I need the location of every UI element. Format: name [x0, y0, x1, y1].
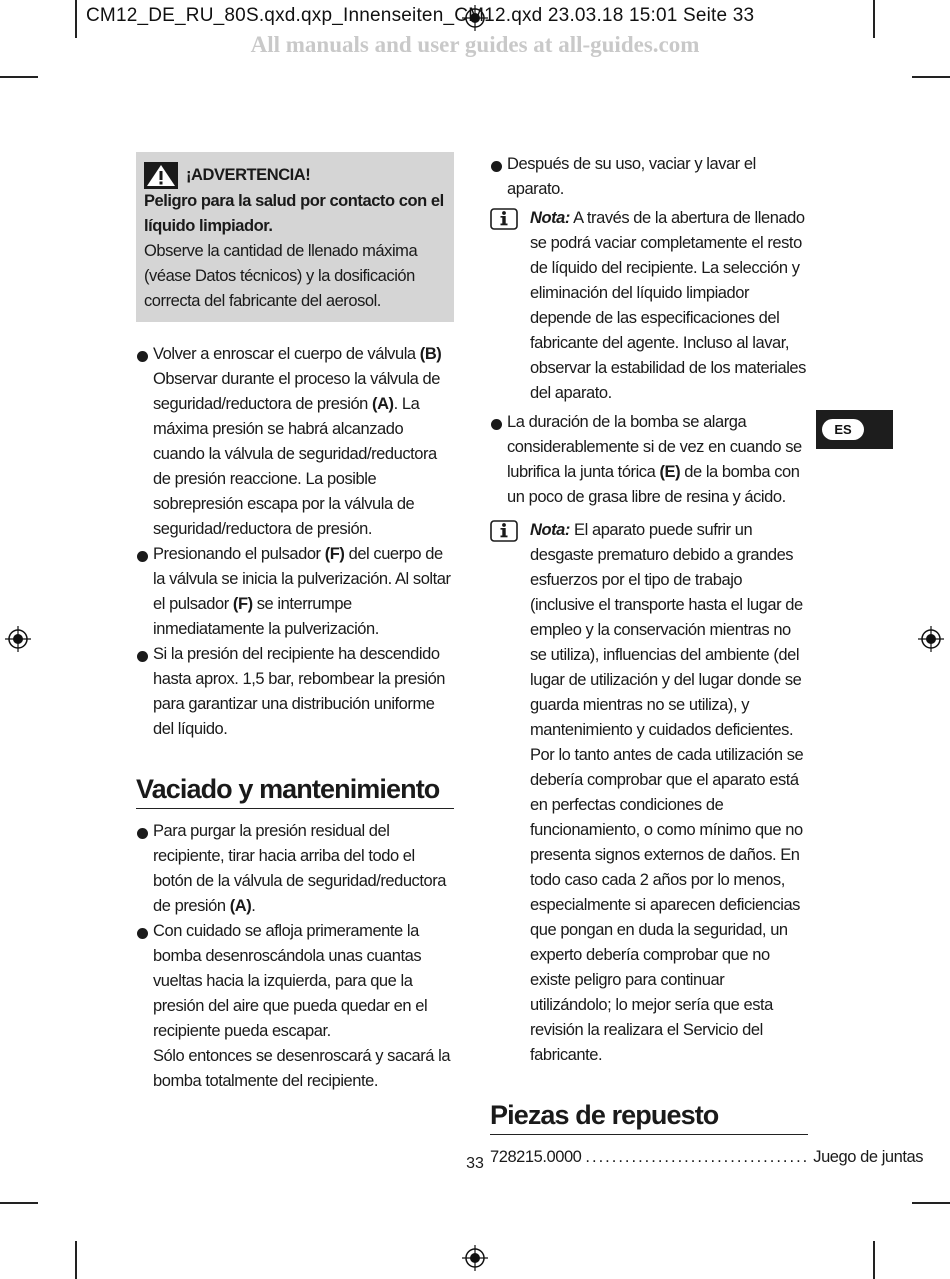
list-item: Después de su uso, vaciar y lavar el aparato. — [490, 152, 808, 202]
note-text: A través de la abertura de llenado se podrá vaciar completamente el resto de líquido del recipiente. La selección y eliminación del líquido limpiador depende de las especificaciones del fabricante del agente. Incluso al lavar, observar la estabilidad de los materiales del aparato. — [530, 209, 806, 402]
language-tab — [816, 410, 893, 449]
section-title: Vaciado y mantenimiento — [136, 772, 454, 809]
lubrication-list — [490, 410, 808, 510]
registration-mark-icon — [462, 1245, 488, 1271]
registration-mark-icon — [918, 626, 944, 652]
maintenance-list-cont — [490, 152, 808, 202]
warning-triangle-icon — [144, 162, 178, 189]
part-number: 728215.0000 — [490, 1148, 582, 1166]
maintenance-list — [136, 819, 454, 1094]
left-column — [136, 152, 454, 1094]
watermark: All manuals and user guides at all-guides.com — [250, 32, 700, 57]
warning-subheading: Peligro para la salud por contacto con el líquido limpiador. — [144, 192, 444, 235]
list-item: Para purgar la presión residual del recipiente, tirar hacia arriba del todo el botón de la válvula de seguridad/reductora de presión (A). — [136, 819, 454, 919]
note-text: El aparato puede sufrir un desgaste prematuro debido a grandes esfuerzos por el tipo de trabajo (inclusive el transporte hasta el lugar de empleo y la conservación mientras no se utiliza), influencias del ambiente (del lugar de utilización y del lugar donde se guarda mientras no se utiliza), y mantenimiento y cuidados deficientes. Por lo tanto antes de cada utilización se debería comprobar que el aparato está en perfectas condiciones de funcionamiento, o como mínimo que no presenta signos externos de daños. En todo caso cada 2 años por lo menos, especialmente si aparecen deficiencias que pongan en duda la seguridad, un experto debería comprobar que no existe peligro para continuar utilizándolo; lo mejor sería que esta revisión la realizara el Servicio del fabricante. — [530, 521, 804, 1064]
warning-heading-row — [144, 161, 446, 189]
leader-dots: .................................. — [585, 1148, 810, 1166]
list-item: Con cuidado se afloja primeramente la bomba desenroscándola unas cuantas vueltas hacia la izquierda, para que la presión del aire que pueda quedar en el recipiente pueda escapar. Sólo entonces se desenroscará y sacará la bomba totalmente del recipiente. — [136, 919, 454, 1094]
warning-text: Observe la cantidad de llenado máxima (véase Datos técnicos) y la dosificación correcta del fabricante del aerosol. — [144, 242, 418, 310]
crop-mark — [75, 1241, 77, 1279]
warning-box — [136, 152, 454, 322]
note-label: Nota: — [530, 209, 570, 227]
warning-heading: ¡ADVERTENCIA! — [186, 165, 311, 184]
page-number: 33 — [466, 1155, 484, 1172]
list-item: Presionando el pulsador (F) del cuerpo de la válvula se inicia la pulverización. Al soltar el pulsador (F) se interrumpe inmediatamente la pulverización. — [136, 542, 454, 642]
crop-mark — [912, 1202, 950, 1204]
note — [490, 206, 808, 406]
print-slug: CM12_DE_RU_80S.qxd.qxp_Innenseiten_CM12.qxd 23.03.18 15:01 Seite 33 — [86, 5, 755, 26]
instruction-list — [136, 342, 454, 742]
info-icon — [490, 208, 518, 230]
list-item: La duración de la bomba se alarga considerablemente si de vez en cuando se lubrifica la junta tórica (E) de la bomba con un poco de grasa libre de resina y ácido. — [490, 410, 808, 510]
list-item: Si la presión del recipiente ha descendido hasta aprox. 1,5 bar, rebombear la presión para garantizar una distribución uniforme del líquido. — [136, 642, 454, 742]
crop-mark — [912, 76, 950, 78]
part-name: Juego de juntas — [813, 1148, 924, 1166]
list-item: Volver a enroscar el cuerpo de válvula (B) Observar durante el proceso la válvula de seguridad/reductora de presión (A). La máxima presión se habrá alcanzado cuando la válvula de seguridad/reductora de presión reaccione. La posible sobrepresión escapa por la válvula de seguridad/reductora de presión. — [136, 342, 454, 542]
registration-mark-icon — [5, 626, 31, 652]
section-title: Piezas de repuesto — [490, 1098, 808, 1135]
right-column — [490, 152, 924, 1170]
crop-mark — [0, 76, 38, 78]
note-label: Nota: — [530, 521, 570, 539]
info-icon — [490, 520, 518, 542]
crop-mark — [0, 1202, 38, 1204]
crop-mark — [873, 1241, 875, 1279]
note — [490, 518, 808, 1068]
language-tab-label: ES — [822, 419, 864, 440]
